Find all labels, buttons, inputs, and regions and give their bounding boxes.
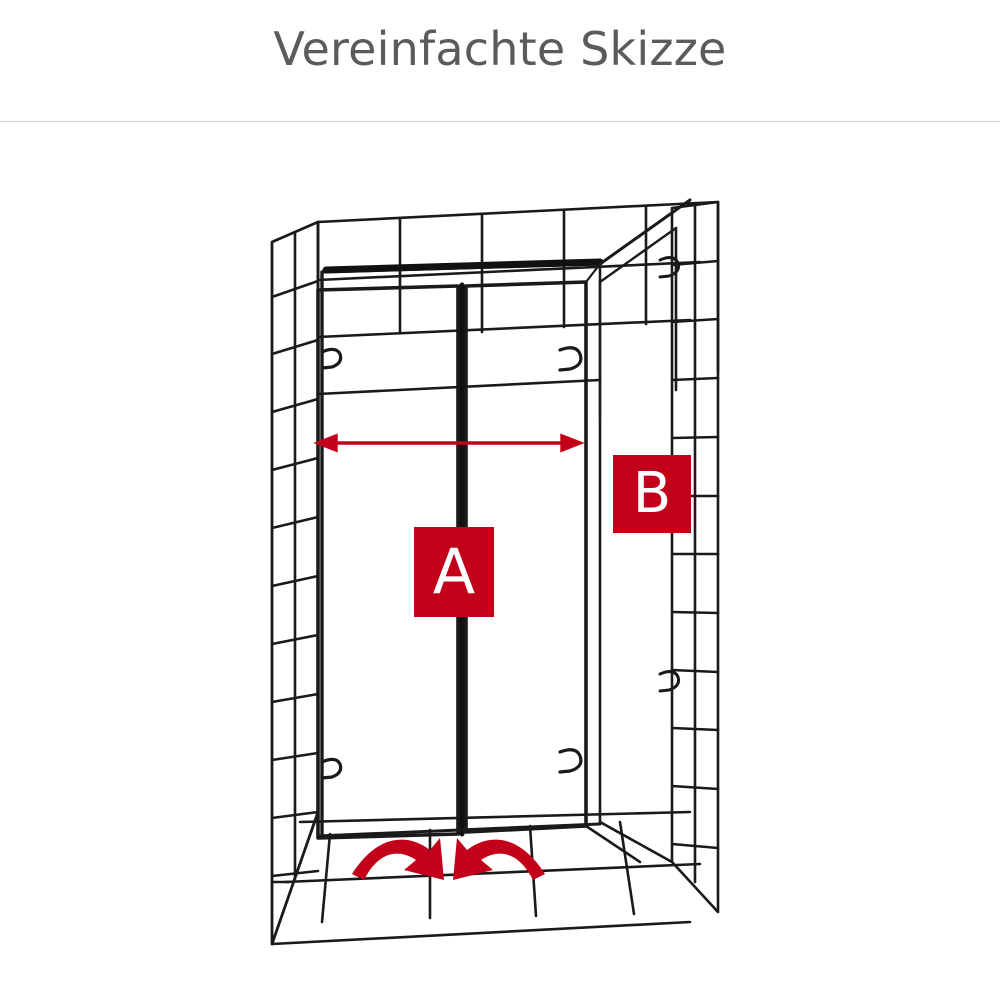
page-title: Vereinfachte Skizze xyxy=(273,22,727,76)
door-handle-icon xyxy=(322,759,341,778)
header xyxy=(0,0,1000,122)
door-handle-icon xyxy=(560,750,581,772)
wall-hinge-icon xyxy=(660,672,679,691)
width-dimension-arrow xyxy=(318,436,580,450)
door-handle-icon xyxy=(560,348,581,370)
tiled-walls-group xyxy=(272,202,718,944)
label-a: A xyxy=(414,527,494,617)
sketch-area xyxy=(0,122,1000,1000)
label-b: B xyxy=(613,455,691,533)
door-handle-icon xyxy=(322,349,341,368)
shower-enclosure-sketch xyxy=(0,122,1000,1000)
